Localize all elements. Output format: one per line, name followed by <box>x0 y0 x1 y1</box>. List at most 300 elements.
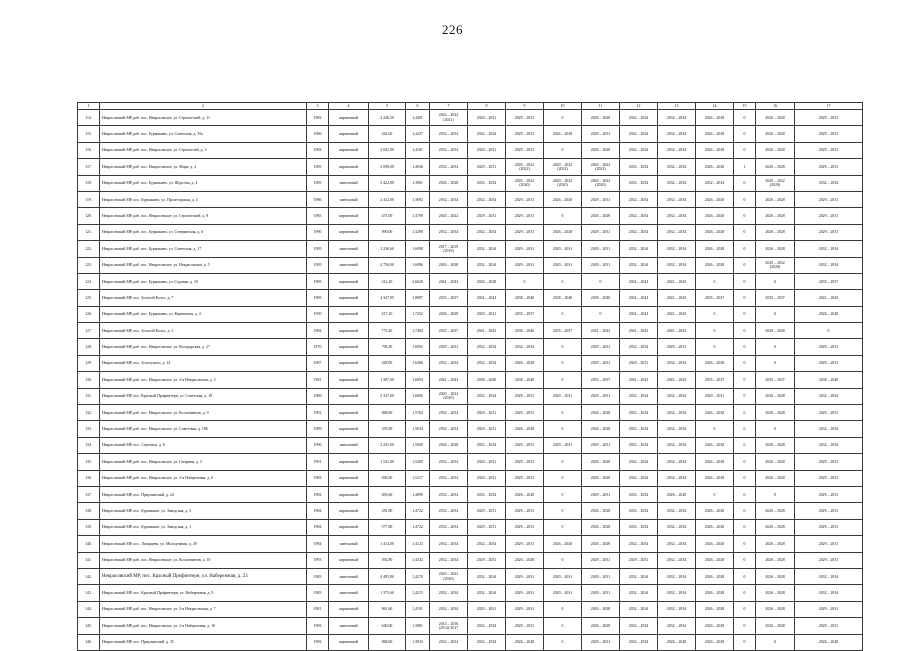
table-cell: 1990 <box>307 224 329 240</box>
table-cell: 2032 – 2034 <box>658 355 696 371</box>
table-row <box>78 536 863 552</box>
page-number: 226 <box>442 22 463 37</box>
table-cell: 2029 – 2031 <box>506 568 544 584</box>
table-cell: 1,3801 <box>406 175 430 191</box>
table-cell: 1,3692 <box>406 191 430 207</box>
row-number: 143. <box>78 585 100 601</box>
table-cell: 2026 – 2028 <box>582 405 620 421</box>
table-cell: 0 <box>734 290 756 306</box>
table-cell: 2020 – 2022 (2022) <box>506 159 544 175</box>
table-cell: 2029 – 2031 <box>506 241 544 257</box>
table-row <box>78 126 863 142</box>
table-cell: 2032 – 2034 <box>620 126 658 142</box>
table-cell: 0 <box>734 405 756 421</box>
table-cell: 1984 <box>307 519 329 535</box>
table-cell: кирпичный <box>329 159 369 175</box>
table-cell: 4 246,50 <box>369 110 406 126</box>
table-cell: 2032 – 2034 <box>658 126 696 142</box>
table-cell: 0 <box>734 191 756 207</box>
column-number: 14 <box>696 103 734 110</box>
row-number: 118. <box>78 175 100 191</box>
table-cell: 0 <box>756 634 795 650</box>
table-cell: 2041 – 2043 <box>620 323 658 339</box>
table-cell: 0 <box>734 568 756 584</box>
table-cell: 0 <box>734 175 756 191</box>
table-cell: 2029 – 2031 <box>795 191 863 207</box>
table-cell: 2029 – 2031 <box>468 470 506 486</box>
table-cell: 775,40 <box>369 323 406 339</box>
table-row <box>78 142 863 158</box>
table-cell: 2032 – 2034 <box>658 421 696 437</box>
table-cell: 2032 – 2034 <box>468 339 506 355</box>
row-number: 136. <box>78 470 100 486</box>
table-cell: 2029 – 2031 <box>795 126 863 142</box>
table-cell: 2041 – 2043 <box>658 273 696 289</box>
table-cell: 0 <box>734 372 756 388</box>
table-row <box>78 486 863 502</box>
table-cell: 0 <box>544 519 582 535</box>
table-cell: 2032 – 2034 <box>696 175 734 191</box>
table-cell: 2032 – 2034 <box>658 552 696 568</box>
table-cell: 2029 – 2031 <box>795 355 863 371</box>
table-cell: 2029 – 2031 <box>544 585 582 601</box>
table-cell: 5 337,00 <box>369 388 406 404</box>
row-number: 134. <box>78 437 100 453</box>
table-cell: 2032 – 2034 <box>468 486 506 502</box>
table-cell: 990,00 <box>369 224 406 240</box>
table-cell: 2029 – 2031 <box>506 470 544 486</box>
table-cell: 3 422,80 <box>369 175 406 191</box>
table-cell: 4 756,00 <box>369 257 406 273</box>
table-cell: 0 <box>734 634 756 650</box>
table-row <box>78 159 863 175</box>
table-cell: 2,6620 <box>406 273 430 289</box>
table-cell: 2029 – 2031 <box>620 355 658 371</box>
table-cell: панельный <box>329 175 369 191</box>
table-cell: 2026 – 2028 <box>544 126 582 142</box>
table-row <box>78 191 863 207</box>
address-cell: Некрасовский МР, пос. Золотой Колос, д. 7 <box>100 290 307 306</box>
table-cell: 2032 – 2034 <box>620 437 658 453</box>
table-cell: 2029 – 2031 <box>468 421 506 437</box>
table-cell: кирпичный <box>329 519 369 535</box>
table-cell: 2032 – 2034 <box>658 585 696 601</box>
table-cell: 0 <box>734 224 756 240</box>
table-cell: 2041 – 2043 <box>795 290 863 306</box>
table-cell: кирпичный <box>329 486 369 502</box>
table-cell: 2029 – 2031 <box>795 552 863 568</box>
table-cell: 0 <box>544 454 582 470</box>
table-cell: 2032 – 2034 <box>658 618 696 634</box>
address-cell: Некрасовский МР, раб. пос. Некрасовское, ул. Строительей, д. 8 <box>100 208 307 224</box>
table-cell: 1,8887 <box>406 290 430 306</box>
table-cell: 2020 – 2022 (2020) <box>756 257 795 273</box>
table-cell: кирпичный <box>329 323 369 339</box>
table-cell: 0 <box>734 306 756 322</box>
row-number: 114. <box>78 110 100 126</box>
table-cell: 2026 – 2028 <box>756 142 795 158</box>
table-cell: 2038 – 2040 <box>582 290 620 306</box>
table-cell: 0 <box>734 585 756 601</box>
table-cell: 2032 – 2034 <box>658 257 696 273</box>
row-number: 138. <box>78 503 100 519</box>
table-cell: 2029 – 2031 <box>795 224 863 240</box>
table-cell: панельный <box>329 568 369 584</box>
table-cell: 2 098,00 <box>369 159 406 175</box>
table-cell: 0 <box>544 503 582 519</box>
table-cell: 2029 – 2031 <box>506 536 544 552</box>
table-cell: 0 <box>734 339 756 355</box>
table-cell: 0 <box>734 273 756 289</box>
table-cell: 2026 – 2028 <box>756 568 795 584</box>
table-cell: 2029 – 2031 <box>468 306 506 322</box>
table-cell: 2026 – 2028 <box>696 142 734 158</box>
table-cell: 2032 – 2034 <box>468 257 506 273</box>
table-cell: 2020 – 2022 (2020) <box>756 175 795 191</box>
column-number: 10 <box>544 103 582 110</box>
table-cell: 1,5764 <box>406 405 430 421</box>
table-cell: 1,4722 <box>406 519 430 535</box>
table-cell: 2029 – 2031 <box>468 552 506 568</box>
table-cell: 0 <box>544 208 582 224</box>
table-cell: 2026 – 2028 <box>582 454 620 470</box>
table-cell: 2026 – 2028 <box>756 208 795 224</box>
table-cell: 437,00 <box>369 208 406 224</box>
table-cell: 2029 – 2031 <box>795 142 863 158</box>
table-cell: 2026 – 2028 <box>696 208 734 224</box>
table-row <box>78 421 863 437</box>
table-cell: 4 495,80 <box>369 568 406 584</box>
column-number: 15 <box>734 103 756 110</box>
table-cell: 2032 – 2034 <box>430 355 468 371</box>
table-cell: 1,4215 <box>406 585 430 601</box>
table-cell: 0 <box>544 273 582 289</box>
row-number: 117. <box>78 159 100 175</box>
table-cell: 2026 – 2028 <box>506 486 544 502</box>
table-cell: 2026 – 2028 <box>756 470 795 486</box>
table-cell: 2032 – 2034 <box>620 486 658 502</box>
table-cell: кирпичный <box>329 601 369 617</box>
table-row <box>78 290 863 306</box>
table-cell: 2029 – 2031 <box>506 208 544 224</box>
table-cell: 2032 – 2034 <box>430 142 468 158</box>
address-cell: Некрасовский МР, раб. пос. Некрасовское, ул. Космонавтов, д. 10 <box>100 552 307 568</box>
table-row <box>78 110 863 126</box>
table-cell: 2029 – 2031 <box>506 388 544 404</box>
table-cell: 1,3933 <box>406 634 430 650</box>
table-cell: 2038 – 2040 <box>506 323 544 339</box>
table-cell: 2032 – 2034 <box>620 241 658 257</box>
table-cell: 2029 – 2031 <box>506 454 544 470</box>
table-row <box>78 372 863 388</box>
table-cell: 2026 – 2028 <box>756 618 795 634</box>
table-cell: 1,4332 <box>406 552 430 568</box>
address-cell: Некрасовский МР, раб. пос. Бурмакино, ул. Северянская, д. 6 <box>100 224 307 240</box>
table-cell: 1993 <box>307 552 329 568</box>
table-cell: 2029 – 2031 <box>582 339 620 355</box>
table-cell: 1,4722 <box>406 503 430 519</box>
table-row <box>78 601 863 617</box>
table-cell: 2032 – 2034 <box>430 470 468 486</box>
address-cell: Некрасовский МР, раб. пос. Некрасовское, ул. Строителей, д. 3 <box>100 142 307 158</box>
table-cell: 0 <box>734 355 756 371</box>
table-cell: 2026 – 2028 <box>756 388 795 404</box>
table-cell: 4 347,95 <box>369 290 406 306</box>
row-number: 142. <box>78 568 100 584</box>
table-cell: 1986 <box>307 388 329 404</box>
table-cell: 2029 – 2031 <box>582 552 620 568</box>
table-cell: 2029 – 2031 <box>696 388 734 404</box>
table-cell: 1,4237 <box>406 126 430 142</box>
table-cell: 2026 – 2028 <box>430 437 468 453</box>
table-cell: 2026 – 2028 <box>795 306 863 322</box>
table-cell: 0 <box>734 601 756 617</box>
table-cell: 2035 – 2037 <box>582 372 620 388</box>
table-cell: 706,50 <box>369 339 406 355</box>
row-number: 145. <box>78 618 100 634</box>
table-cell: 2026 – 2028 <box>696 159 734 175</box>
table-cell: 2038 – 2040 <box>468 372 506 388</box>
column-number: 16 <box>756 103 795 110</box>
table-cell: 1986 <box>307 126 329 142</box>
row-number: 115. <box>78 126 100 142</box>
table-cell: 1 <box>734 159 756 175</box>
row-number: 144. <box>78 601 100 617</box>
table-cell: 2029 – 2031 <box>795 601 863 617</box>
address-cell: Некрасовский МР, раб. пос. Некрасовское, ул. 2-я Некрасовская, д. 7 <box>100 601 307 617</box>
table-cell: 861,60 <box>369 601 406 617</box>
table-cell: 2026 – 2028 <box>506 355 544 371</box>
table-cell: кирпичный <box>329 339 369 355</box>
table-row <box>78 273 863 289</box>
row-number: 133. <box>78 421 100 437</box>
table-cell: 2032 – 2034 <box>658 454 696 470</box>
table-cell: 2035 – 2037 <box>506 306 544 322</box>
table-cell: 0 <box>544 339 582 355</box>
table-cell: панельный <box>329 618 369 634</box>
table-cell: 2035 – 2037 <box>544 323 582 339</box>
table-cell: 0 <box>582 306 620 322</box>
table-cell: 2026 – 2028 <box>696 634 734 650</box>
table-cell: 2029 – 2031 <box>795 454 863 470</box>
table-row <box>78 503 863 519</box>
table-cell: 2020 – 2022 <box>430 208 468 224</box>
table-cell: 2026 – 2028 <box>756 126 795 142</box>
table-cell: 1983 <box>307 585 329 601</box>
table-cell: 2032 – 2034 <box>430 126 468 142</box>
table-cell: 0 <box>696 323 734 339</box>
column-number: 2 <box>100 103 307 110</box>
table-cell: 2041 – 2043 <box>620 290 658 306</box>
table-cell: кирпичный <box>329 273 369 289</box>
table-cell: кирпичный <box>329 224 369 240</box>
table-cell: 281,80 <box>369 503 406 519</box>
table-cell: 2029 – 2031 <box>582 355 620 371</box>
address-cell: Некрасовский МР, раб. пос. Некрасовское, ул. Володарская, д. 27 <box>100 339 307 355</box>
table-cell: 2029 – 2031 <box>544 437 582 453</box>
table-cell: 2026 – 2028 <box>756 519 795 535</box>
table-cell: 1985 <box>307 273 329 289</box>
table-cell: 2032 – 2034 <box>468 437 506 453</box>
table-cell: 2032 – 2034 <box>620 175 658 191</box>
table-cell: 2029 – 2031 <box>795 405 863 421</box>
table-cell: 2026 – 2028 <box>696 503 734 519</box>
table-cell: 0 <box>734 208 756 224</box>
column-number: 8 <box>468 103 506 110</box>
table-cell: 2032 – 2034 <box>430 224 468 240</box>
column-number: 5 <box>369 103 406 110</box>
table-cell: 2026 – 2028 <box>582 142 620 158</box>
table-cell: 2032 – 2034 <box>795 175 863 191</box>
table-cell: 1,4161 <box>406 142 430 158</box>
address-cell: Некрасовский МР, пос. Лазарцево, ул. Молодежная, д. 29 <box>100 536 307 552</box>
table-cell: 2032 – 2034 <box>658 159 696 175</box>
table-cell: кирпичный <box>329 421 369 437</box>
table-cell: 0 <box>696 339 734 355</box>
table-row <box>78 175 863 191</box>
row-number: 135. <box>78 454 100 470</box>
table-cell: 1950 <box>307 306 329 322</box>
table-cell: 2032 – 2034 <box>658 208 696 224</box>
table-cell: 2026 – 2028 <box>696 601 734 617</box>
table-cell: 1983 <box>307 470 329 486</box>
table-cell: 2032 – 2034 <box>468 126 506 142</box>
table-cell: 2032 – 2034 <box>620 536 658 552</box>
address-cell: Некрасовский МР, пос. Красный Профинтерн, ул. Советская, д. 18 <box>100 388 307 404</box>
table-cell: 2032 – 2034 <box>468 585 506 601</box>
address-cell: Некрасовский МР, раб. пос. Бурмакино, ул. Советская, д. 55а <box>100 126 307 142</box>
table-cell: 1985 <box>307 208 329 224</box>
table-cell: 2035 – 2037 <box>756 372 795 388</box>
table-cell: 2029 – 2031 <box>582 257 620 273</box>
table-cell: 2029 – 2031 <box>506 191 544 207</box>
table-cell: 868,00 <box>369 634 406 650</box>
table-cell: 2026 – 2028 <box>696 191 734 207</box>
table-cell: 2029 – 2031 <box>506 601 544 617</box>
table-cell: 2041 – 2043 <box>620 306 658 322</box>
table-cell: кирпичный <box>329 388 369 404</box>
table-cell: 0 <box>734 437 756 453</box>
column-number: 13 <box>658 103 696 110</box>
table-cell: 1,6094 <box>406 372 430 388</box>
table-cell: 0 <box>756 339 795 355</box>
table-cell: 2032 – 2034 <box>620 585 658 601</box>
table-cell: 2032 – 2034 <box>506 339 544 355</box>
table-row <box>78 405 863 421</box>
table-cell: 2032 – 2034 <box>795 437 863 453</box>
row-number: 119. <box>78 191 100 207</box>
table-cell: 312,40 <box>369 273 406 289</box>
table-cell: 2026 – 2028 <box>582 618 620 634</box>
column-number: 4 <box>329 103 369 110</box>
table-cell: 2029 – 2031 <box>795 618 863 634</box>
table-cell: 1983 <box>307 568 329 584</box>
table-cell: 2026 – 2028 <box>696 257 734 273</box>
column-number: 9 <box>506 103 544 110</box>
table-cell: 1 375,60 <box>369 585 406 601</box>
table-cell: 2029 – 2031 <box>544 257 582 273</box>
table-cell: 1,6406 <box>406 355 430 371</box>
table-cell: кирпичный <box>329 552 369 568</box>
table-cell: 2032 – 2034 <box>468 634 506 650</box>
table-cell: 2041 – 2043 <box>658 323 696 339</box>
table-cell: 2029 – 2031 <box>506 142 544 158</box>
table-row <box>78 306 863 322</box>
table-cell: 0 <box>696 273 734 289</box>
table-cell: 2029 – 2031 <box>795 503 863 519</box>
table-cell: 2041 – 2043 <box>658 306 696 322</box>
row-number: 128. <box>78 339 100 355</box>
table-cell: 1,6986 <box>406 257 430 273</box>
table-cell: 1,5269 <box>406 454 430 470</box>
table-cell: 1985 <box>307 290 329 306</box>
table-cell: 2020 – 2022 (2022) <box>544 159 582 175</box>
table-cell: 2026 – 2028 <box>696 470 734 486</box>
table-cell: 2032 – 2034 <box>468 388 506 404</box>
table-cell: 2032 – 2034 <box>620 601 658 617</box>
table-cell: панельный <box>329 257 369 273</box>
table-cell: 2026 – 2028 <box>696 110 734 126</box>
table-cell: 1,4890 <box>406 486 430 502</box>
table-cell: 2026 – 2028 <box>544 536 582 552</box>
table-row <box>78 470 863 486</box>
table-cell: 2032 – 2034 <box>620 110 658 126</box>
table-row <box>78 323 863 339</box>
table-cell: 2026 – 2028 <box>696 355 734 371</box>
table-cell: 2029 – 2031 <box>795 339 863 355</box>
row-number: 121. <box>78 224 100 240</box>
address-cell: Некрасовский МР, пос. Золотухино, д. 14 <box>100 355 307 371</box>
table-cell: 2026 – 2028 <box>756 552 795 568</box>
table-cell: 2029 – 2031 <box>795 519 863 535</box>
table-cell: 1995 <box>307 241 329 257</box>
table-cell: 2026 – 2028 <box>582 208 620 224</box>
table-cell: 0 <box>734 618 756 634</box>
table-cell: кирпичный <box>329 634 369 650</box>
table-cell: 1 307,00 <box>369 372 406 388</box>
table-cell: 0 <box>734 519 756 535</box>
address-cell: Некрасовский МР, раб. пос. Бурмакино, ул. Щорсова, д. 4 <box>100 175 307 191</box>
table-cell: 0 <box>734 110 756 126</box>
table-cell: 2026 – 2028 <box>696 552 734 568</box>
table-cell: 1,4123 <box>406 536 430 552</box>
table-cell: 2032 – 2034 <box>430 601 468 617</box>
table-cell: 2032 – 2034 <box>658 175 696 191</box>
table-cell: 2038 – 2040 <box>506 372 544 388</box>
table-cell: 2035 – 2037 <box>795 273 863 289</box>
table-cell: 2026 – 2028 <box>544 191 582 207</box>
table-cell: 2026 – 2028 <box>756 241 795 257</box>
row-number: 129. <box>78 355 100 371</box>
table-cell: 2038 – 2040 <box>506 290 544 306</box>
table-cell: 2032 – 2034 <box>795 241 863 257</box>
table-cell: 1,3709 <box>406 208 430 224</box>
table-cell: 2035 – 2037 <box>696 290 734 306</box>
table-cell: 0 <box>544 552 582 568</box>
table-cell: 0 <box>734 454 756 470</box>
table-cell: 0 <box>544 601 582 617</box>
table-cell: 2029 – 2031 <box>506 224 544 240</box>
table-cell: 2026 – 2028 <box>696 454 734 470</box>
table-cell: 2029 – 2031 <box>795 159 863 175</box>
table-cell: 2029 – 2031 <box>468 142 506 158</box>
table-cell: 1,3981 <box>406 618 430 634</box>
table-cell: 2026 – 2028 <box>696 241 734 257</box>
table-cell: 0 <box>756 273 795 289</box>
table-cell: 2026 – 2028 <box>696 536 734 552</box>
table-cell: 2032 – 2034 <box>620 405 658 421</box>
table-cell: 1,6098 <box>406 241 430 257</box>
